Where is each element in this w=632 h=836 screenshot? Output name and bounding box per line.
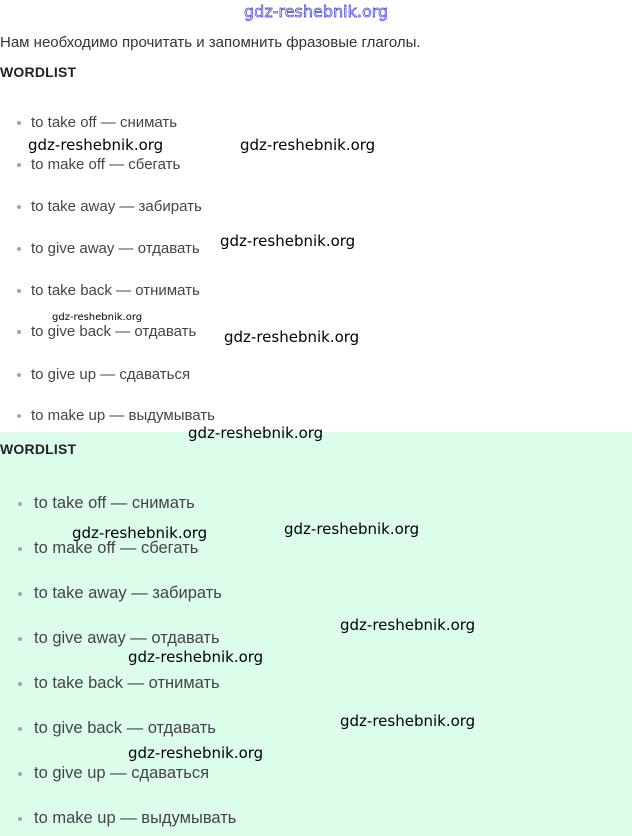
watermark: gdz-reshebnik.org [188, 424, 324, 442]
bullet-icon [17, 163, 21, 167]
list-item: to give up — сдаваться [0, 764, 209, 783]
list-item: to take away — забирать [0, 584, 222, 603]
bullet-icon [17, 289, 21, 293]
watermark: gdz-reshebnik.org [340, 712, 476, 730]
watermark: gdz-reshebnik.org [128, 648, 264, 666]
list-item: to give back — отдавать [0, 719, 216, 738]
watermark: gdz-reshebnik.org [28, 136, 164, 154]
bullet-icon [18, 772, 22, 776]
bullet-icon [17, 121, 21, 125]
wordlist-heading-2: WORDLIST [0, 441, 77, 457]
list-item: to give up — сдаваться [0, 366, 190, 383]
bullet-icon [18, 592, 22, 596]
watermark: gdz-reshebnik.org [52, 312, 143, 323]
wordlist-heading-1: WORDLIST [0, 64, 77, 80]
bullet-icon [18, 727, 22, 731]
watermark: gdz-reshebnik.org [240, 136, 376, 154]
list-item: to take back — отнимать [0, 282, 200, 299]
site-logo: gdz-reshebnik.org [244, 2, 389, 21]
list-item: to take off — снимать [0, 114, 177, 131]
list-item: to make off — сбегать [0, 156, 180, 173]
bullet-icon [17, 330, 21, 334]
list-item: to make off — сбегать [0, 539, 198, 558]
list-item: to take off — снимать [0, 494, 195, 513]
watermark: gdz-reshebnik.org [128, 744, 264, 762]
watermark: gdz-reshebnik.org [72, 524, 208, 542]
bullet-icon [17, 205, 21, 209]
bullet-icon [17, 414, 21, 418]
intro-text: Нам необходимо прочитать и запомнить фразовые глаголы. [0, 34, 421, 51]
list-item: to give back — отдавать [0, 323, 196, 340]
list-item: to make up — выдумывать [0, 809, 236, 828]
bullet-icon [17, 247, 21, 251]
bullet-icon [18, 637, 22, 641]
list-item: to give away — отдавать [0, 629, 220, 648]
bullet-icon [17, 373, 21, 377]
watermark: gdz-reshebnik.org [220, 232, 356, 250]
list-item: to take back — отнимать [0, 674, 220, 693]
watermark: gdz-reshebnik.org [224, 328, 360, 346]
bullet-icon [18, 547, 22, 551]
bullet-icon [18, 502, 22, 506]
watermark: gdz-reshebnik.org [340, 616, 476, 634]
bullet-icon [18, 682, 22, 686]
list-item: to make up — выдумывать [0, 407, 215, 424]
watermark: gdz-reshebnik.org [284, 520, 420, 538]
bullet-icon [18, 817, 22, 821]
list-item: to give away — отдавать [0, 240, 200, 257]
list-item: to take away — забирать [0, 198, 202, 215]
